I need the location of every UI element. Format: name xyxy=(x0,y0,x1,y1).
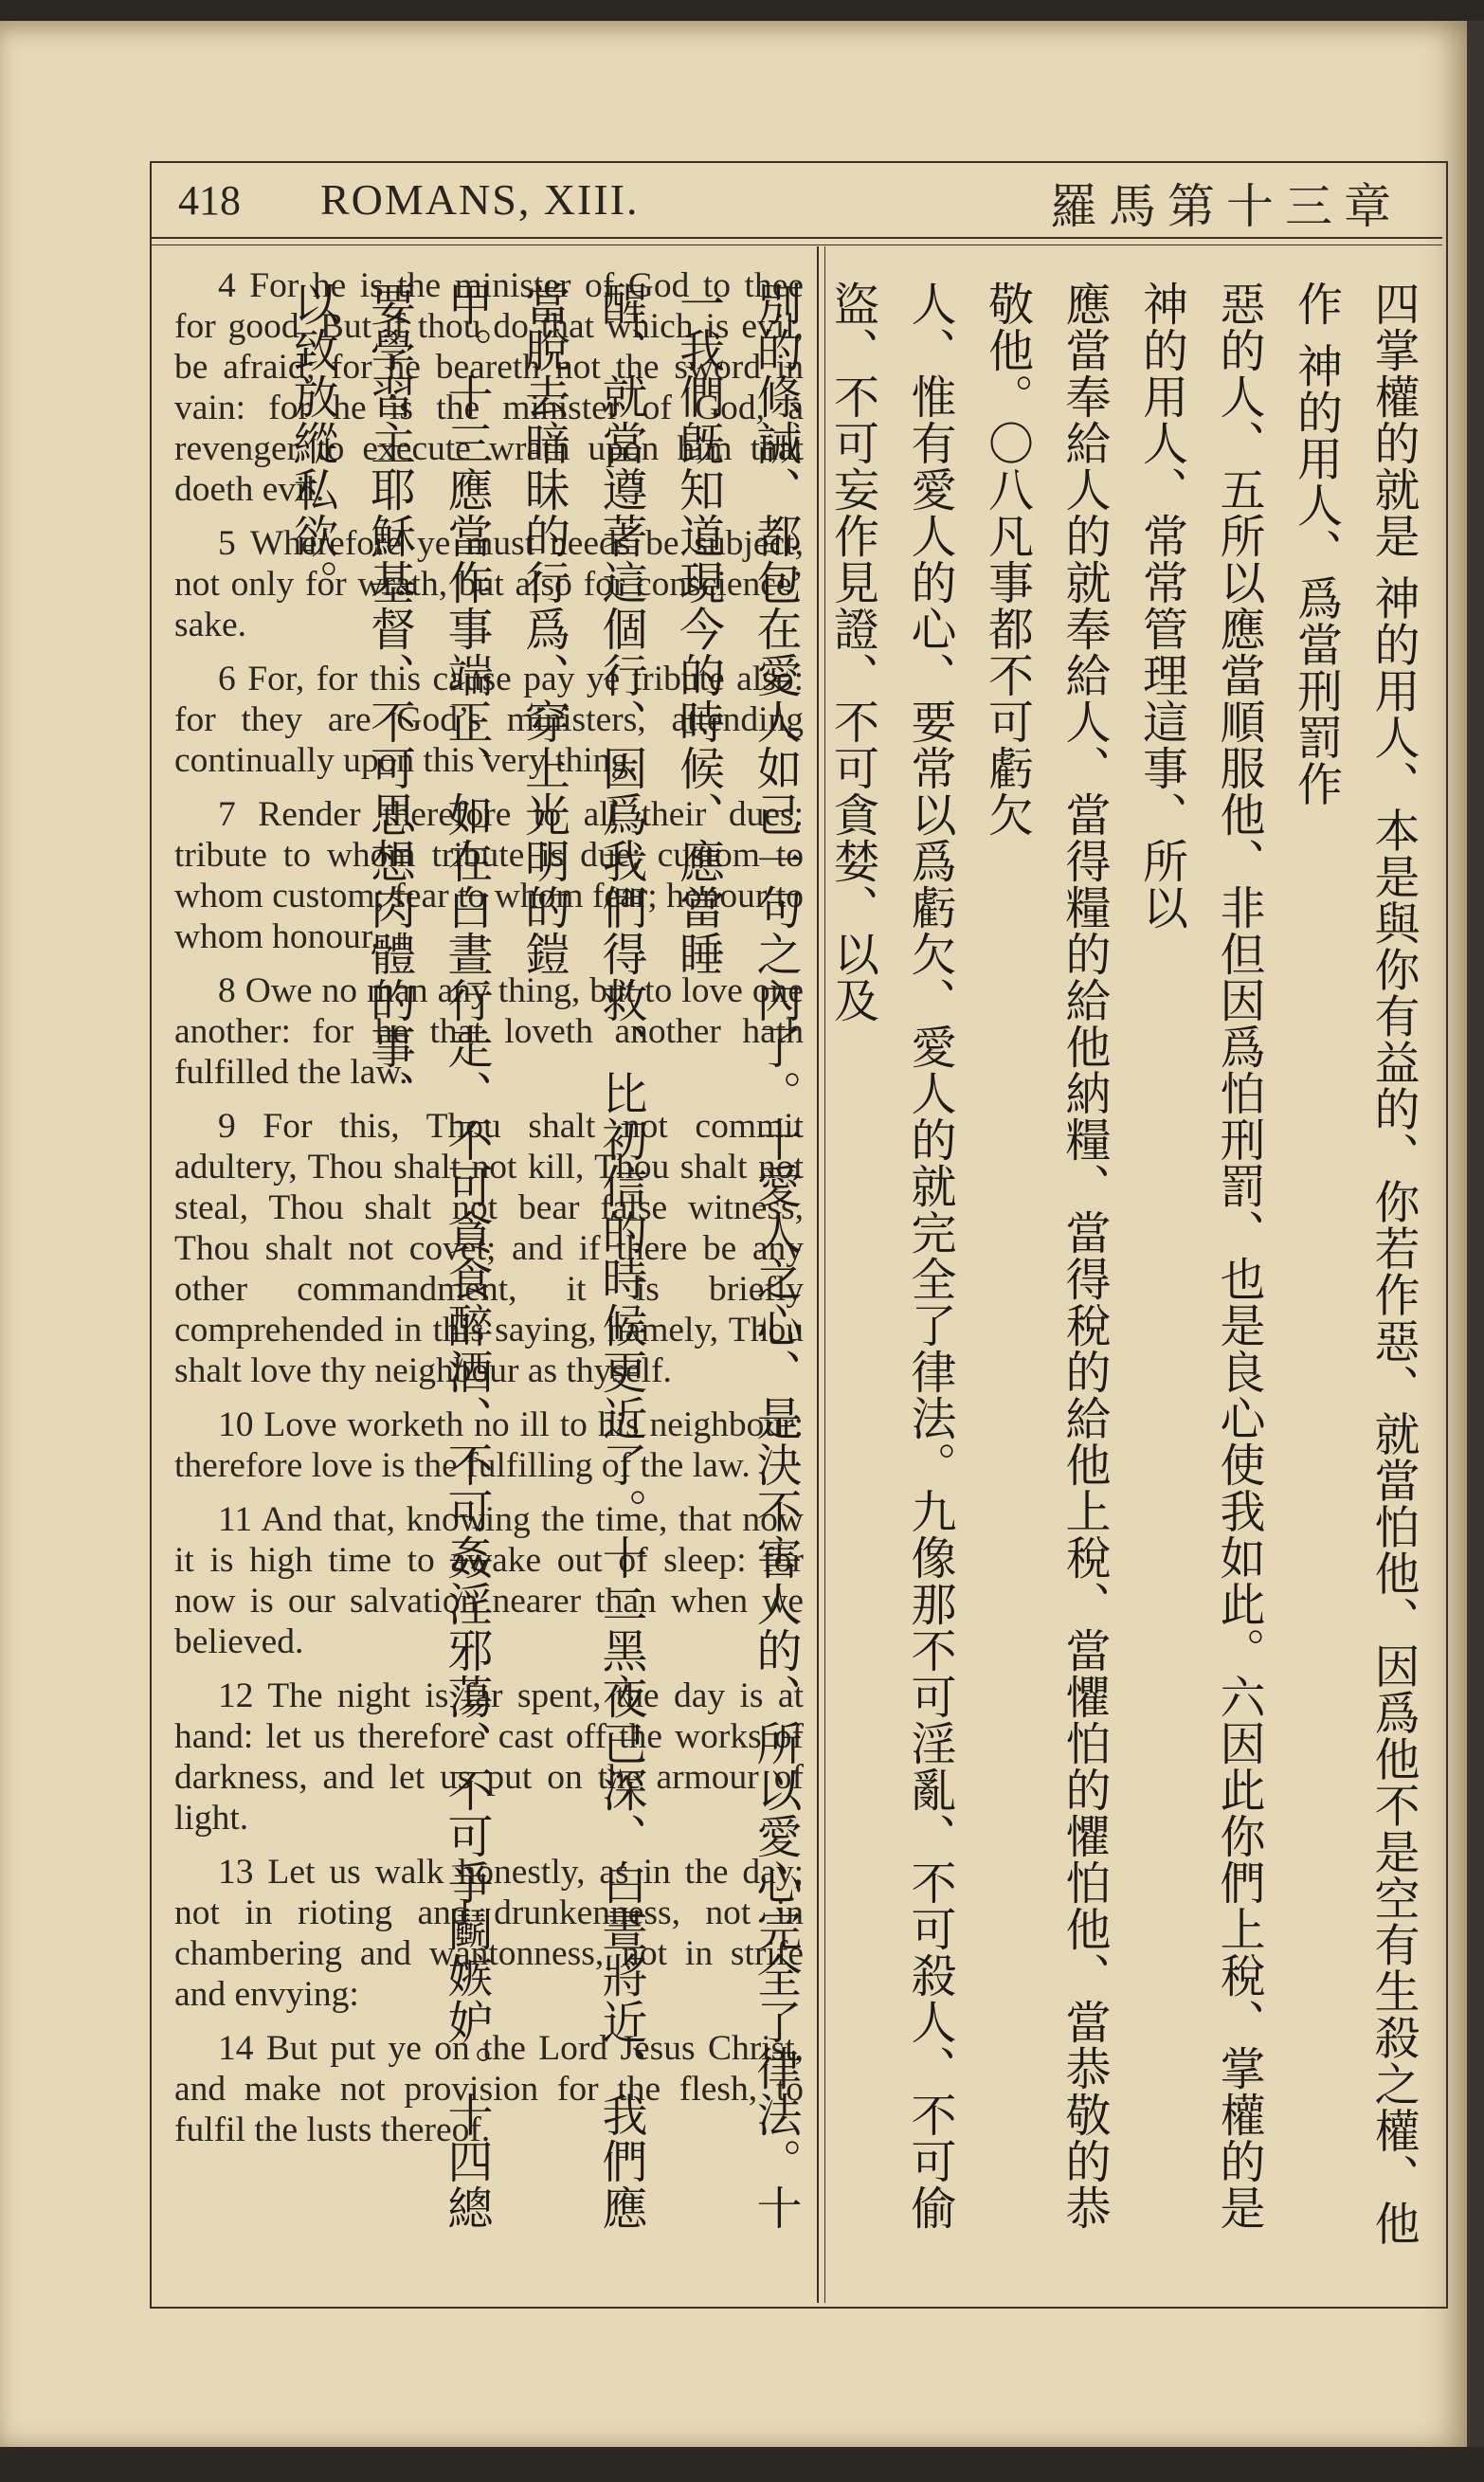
chinese-line-4: 人、惟有愛人的心、要常以爲虧欠、愛人的就完全了律法。九像那不可淫亂、不可殺人、不可偷盜、不可妄作見證、不可貪婪、以及 xyxy=(825,281,956,2231)
verse-7: 7 Render therefore to all their dues: tribute to whom tribute is due; custom to whom custom; fear to whom fear; honour to whom honour. xyxy=(174,795,804,956)
chinese-line-5: 別的條誡、都包在愛人如己一句之內了。十愛人之心、是決不害人的、所以愛心完全了律法。十一我們旣知道現今的時候、應當睡 xyxy=(671,281,802,2231)
chinese-line-8: 以致放縱私欲。 xyxy=(285,281,338,606)
running-title-chinese: 羅馬第十三章 xyxy=(1050,179,1403,234)
verse-8: 8 Owe no man any thing, but to love one another: for he that loveth another hath fulfilled the law. xyxy=(174,971,804,1092)
chinese-line-1: 四掌權的就是 神的用人、本是與你有益的、你若作惡、就當怕他、因爲他不是空有生殺之權、他作 神的用人、爲當刑罰作 xyxy=(1289,281,1420,2247)
verse-11: 11 And that, knowing the time, that now it is high time to awake out of sleep: for now is our salvation nearer than when we believed. xyxy=(174,1500,804,1661)
verse-5: 5 Wherefore ye must needs be subject, not only for wrath, but also for conscience’ sake. xyxy=(174,524,804,644)
verse-10: 10 Love worketh no ill to his neighbour: therefore love is the fulfilling of the law. xyxy=(174,1405,804,1485)
verse-9: 9 For this, Thou shalt not commit adultery, Thou shalt not kill, Thou shalt not steal, Thou shalt not bear false witness, Thou shalt not covet; and if there be any other commandment, it is briefly comprehended in this saying, namely, Thou shalt love thy neighbour as thyself. xyxy=(174,1107,804,1390)
verse-13: 13 Let us walk honestly, as in the day; not in rioting and drunkenness, not in chambering and wantonness, not in strife and envying: xyxy=(174,1853,804,2014)
chinese-line-6: 醒、就當遵著這個行、因爲我們得救、比初信的時候更近了。十二黑夜已深、白晝將近、我們應當脫去暗昧的行爲、穿上光明的鎧 xyxy=(516,281,647,2231)
page-edge xyxy=(1467,21,1484,2447)
header-rule xyxy=(152,237,1442,239)
verse-6: 6 For, for this cause pay ye tribute also: for they are God’s ministers, attending continually upon this very thing. xyxy=(174,660,804,780)
verse-12: 12 The night is far spent, the day is at hand: let us therefore cast off the works of darkness, and let us put on the armour of light. xyxy=(174,1676,804,1838)
chinese-line-7: 甲。十三應當作事端正、如在白晝行走、不可貪食醉酒、不可姦淫邪蕩、不可爭鬬嫉妒。十四總要學習主耶穌基督、不可思想肉體的事、 xyxy=(362,281,493,2231)
running-title-english: ROMANS, XIII. xyxy=(320,175,640,224)
verse-4: 4 For he is the minister of God to thee for good. But if thou do that which is evil, be afraid; for he beareth not the sword in vain: for he is the minister of God, a revenger to execute wrath upon him that doeth evil. xyxy=(174,266,804,509)
chinese-line-2: 惡的人、五所以應當順服他、非但因爲怕刑罰、也是良心使我如此。六因此你們上稅、掌權的是 神的用人、常常管理這事、所以 xyxy=(1134,281,1265,2231)
verse-14: 14 But put ye on the Lord Jesus Christ, and make not provision for the flesh, to fulfil the lusts thereof. xyxy=(174,2029,804,2149)
chinese-line-3: 應當奉給人的就奉給人、當得糧的給他納糧、當得稅的給他上稅、當懼怕的懼怕他、當恭敬的恭敬他。〇八凡事都不可虧欠 xyxy=(980,281,1111,2231)
page-number: 418 xyxy=(178,177,241,224)
